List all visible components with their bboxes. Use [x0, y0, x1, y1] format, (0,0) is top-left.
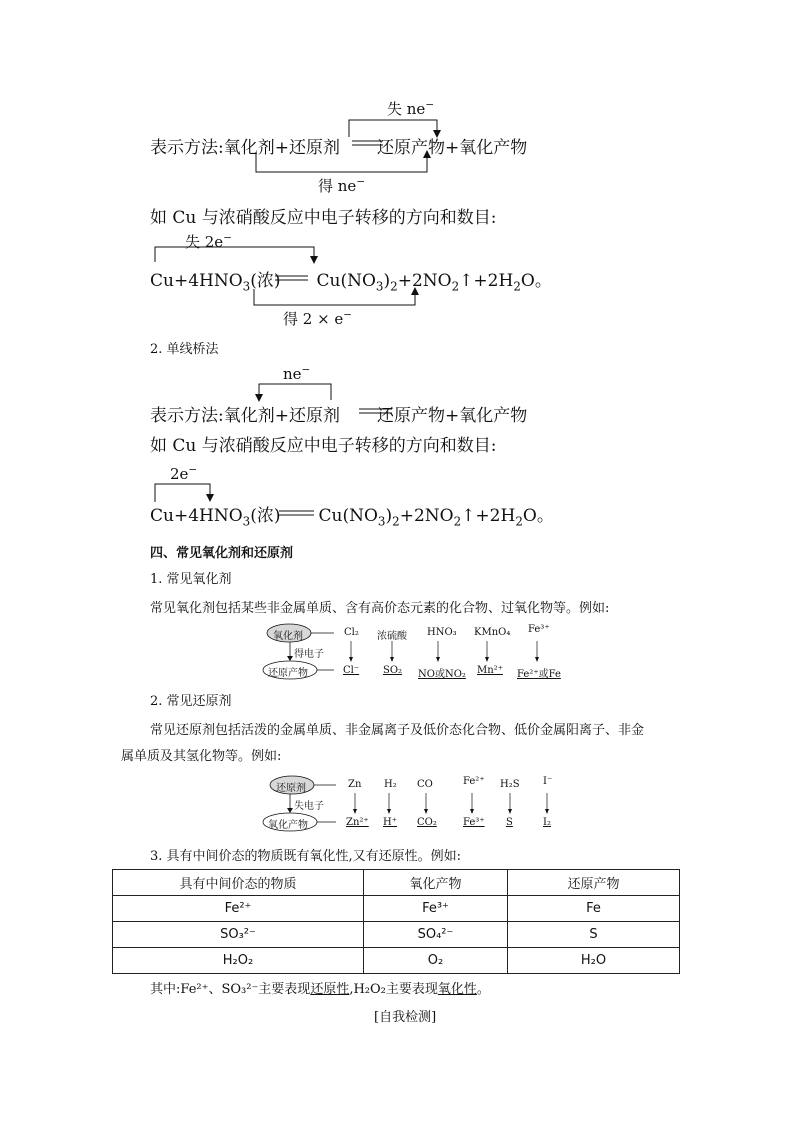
red-top-0: Zn [348, 779, 362, 790]
reductant-paragraph-a: 常见还原剂包括活泼的金属单质、非金属离子及低价态化合物、低价金属阳离子、非金 [150, 723, 645, 738]
table-row [113, 896, 680, 922]
table-cell: SO₃²⁻ [113, 922, 364, 948]
ox-top-4: Fe³⁺ [528, 624, 550, 635]
red-top-4: H₂S [500, 779, 520, 790]
red-mid-label: 失电子 [294, 801, 324, 812]
red-bottom-3: Fe³⁺ [463, 817, 485, 828]
two-e-label: 2e− [170, 464, 198, 483]
oxidant-paragraph: 常见氧化剂包括某些非金属单质、含有高价态元素的化合物、过氧化物等。例如: [150, 601, 610, 616]
ox-top-3: KMnO₄ [474, 627, 511, 638]
ox-bottom-1: SO₂ [383, 665, 403, 676]
gain-2e-label: 得 2 × e− [283, 309, 353, 328]
lose-ne-label: 失 ne− [387, 99, 435, 118]
ox-bottom-4: Fe²⁺或Fe [517, 669, 561, 680]
section4-heading: 四、常见氧化剂和还原剂 [150, 546, 294, 561]
ox-top-0: Cl₂ [344, 627, 359, 638]
red-top-label: 还原剂 [276, 783, 306, 794]
red-bottom-1: H⁺ [383, 817, 397, 828]
table-cell: Fe³⁺ [364, 896, 508, 922]
gain-ne-label: 得 ne− [318, 176, 366, 195]
example-intro-1: 如 Cu 与浓硝酸反应中电子转移的方向和数目: [150, 208, 497, 228]
red-bottom-label: 氧化产物 [268, 820, 308, 831]
table-cell: Fe [508, 896, 680, 922]
table-cell: S [508, 922, 680, 948]
ox-top-1: 浓硫酸 [377, 631, 407, 642]
red-bottom-0: Zn²⁺ [346, 817, 369, 828]
ox-bottom-3: Mn²⁺ [477, 665, 503, 676]
ox-mid-label: 得电子 [294, 649, 324, 660]
valence-table [112, 869, 680, 974]
equation-double: $Cu+4HNO_3$(浓) $Cu(NO_3)_2+2NO_2↑+2H_2O$。 [150, 271, 552, 294]
ox-bottom-0: Cl⁻ [343, 665, 360, 676]
common-oxidant-heading: 1. 常见氧化剂 [150, 572, 232, 587]
red-top-5: I⁻ [543, 776, 553, 787]
table-cell: H₂O [508, 948, 680, 974]
red-bottom-5: I₂ [543, 817, 551, 828]
method-line-double: 表示方法:氧化剂+还原剂 还原产物+氧化产物 [150, 138, 528, 158]
intermediate-valence-heading: 3. 具有中间价态的物质既有氧化性,又有还原性。例如: [150, 849, 462, 864]
example-intro-2: 如 Cu 与浓硝酸反应中电子转移的方向和数目: [150, 436, 497, 456]
table-cell: SO₄²⁻ [364, 922, 508, 948]
method-line-single: 表示方法:氧化剂+还原剂 还原产物+氧化产物 [150, 406, 528, 426]
red-top-3: Fe²⁺ [463, 776, 485, 787]
table-cell: Fe²⁺ [113, 896, 364, 922]
equation-single: $Cu+4HNO_3$(浓) $Cu(NO_3)_2+2NO_2↑+2H_2O$。 [150, 506, 554, 529]
ne-label: ne− [283, 364, 311, 383]
table-header: 氧化产物 [364, 870, 508, 896]
table-header: 还原产物 [508, 870, 680, 896]
common-reductant-heading: 2. 常见还原剂 [150, 694, 232, 709]
red-bottom-2: CO₂ [417, 817, 437, 828]
red-top-1: H₂ [384, 779, 397, 790]
ox-top-2: HNO₃ [427, 627, 457, 638]
ox-bottom-2: NO或NO₂ [418, 669, 466, 680]
note-line: 其中:Fe²⁺、SO₃²⁻主要表现还原性,H₂O₂主要表现氧化性。 [150, 982, 490, 997]
table-header-row [113, 870, 680, 896]
reductant-paragraph-b: 属单质及其氢化物等。例如: [121, 749, 282, 764]
table-cell: O₂ [364, 948, 508, 974]
table-row [113, 922, 680, 948]
self-check-label: [自我检测] [374, 1010, 437, 1025]
single-bridge-heading: 2. 单线桥法 [150, 342, 219, 357]
table-row [113, 948, 680, 974]
ox-bottom-label: 还原产物 [268, 668, 308, 679]
table-header: 具有中间价态的物质 [113, 870, 364, 896]
ox-top-label: 氧化剂 [273, 631, 303, 642]
lose-2e-label: 失 2e− [185, 232, 233, 251]
red-bottom-4: S [506, 817, 513, 828]
table-cell: H₂O₂ [113, 948, 364, 974]
red-top-2: CO [417, 779, 433, 790]
